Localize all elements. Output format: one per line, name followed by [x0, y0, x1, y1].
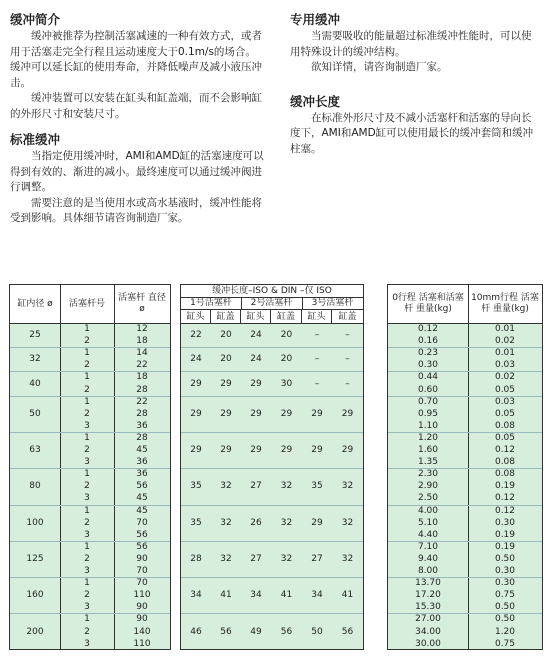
rod-no-cell: 1	[84, 348, 90, 359]
section-title: 缓冲简介	[10, 12, 61, 27]
group-divider	[181, 371, 363, 372]
group-divider	[181, 613, 363, 614]
cushion-length-cell: 20	[220, 354, 232, 365]
cushion-length-cell: 29	[220, 408, 232, 419]
cushion-length-cell: 32	[341, 481, 354, 492]
sub-header-cell: 缸盖	[332, 309, 363, 323]
rod-no-cell: 3	[84, 602, 90, 613]
cushion-length-cell: 28	[190, 553, 202, 564]
header-rod-2: 2号活塞杆	[241, 297, 303, 309]
header-bore: 缸内径 ø	[10, 285, 61, 323]
header-cushion-length: 缓冲长度–ISO & DIN –仅 ISO	[181, 285, 363, 298]
rod-no-cell: 2	[84, 384, 90, 395]
weight-0-cell: 17.20	[415, 590, 441, 601]
sub-header-cell: 缸头	[241, 309, 271, 323]
weight-10-cell: 0.12	[494, 493, 516, 504]
group-divider	[181, 396, 363, 397]
weight-0-cell: 2.30	[417, 469, 439, 480]
rod-no-cell: 3	[84, 638, 90, 649]
bore-cell: 25	[29, 330, 41, 341]
cushion-length-cell: 20	[280, 354, 293, 365]
weight-10-cell: 0.19	[494, 529, 516, 540]
cushion-length-cell: –	[314, 378, 320, 389]
header-rod-1: 1号活塞杆	[181, 297, 242, 309]
cushion-length-cell: 35	[311, 481, 323, 492]
cushion-length-cell: 24	[250, 330, 262, 341]
cushion-length-cell: 49	[250, 626, 262, 637]
paragraph: 当需要吸收的能量超过标准缓冲性能时，可以使用特殊设计的缓冲结构。	[290, 30, 532, 58]
bore-cell: 100	[26, 517, 44, 528]
rod-no-cell: 2	[84, 360, 90, 371]
rod-dia-cell: 110	[133, 590, 151, 601]
weight-0-cell: 0.23	[417, 348, 439, 359]
weight-0-cell: 34.00	[415, 626, 441, 637]
sub-header-cell: 缸头	[181, 309, 211, 323]
cushion-length-cell: 29	[280, 408, 293, 419]
cushion-length-cell: 29	[341, 408, 354, 419]
right-text-column	[290, 10, 540, 165]
weight-0-cell: 8.00	[417, 566, 439, 576]
cushion-length-cell: –	[345, 330, 350, 341]
rod-dia-cell: 22	[136, 396, 148, 407]
rod-no-cell: 1	[84, 541, 90, 552]
table-header	[10, 285, 170, 324]
cushion-length-cell: 20	[220, 330, 232, 341]
section-special-cushion	[290, 10, 540, 76]
cushion-length-cell: 35	[190, 517, 202, 528]
weight-10-cell: 0.50	[494, 602, 516, 613]
section-standard-cushion	[10, 130, 265, 227]
weight-10-cell: 0.01	[494, 348, 516, 359]
rod-dia-cell: 36	[136, 420, 148, 431]
group-divider	[181, 577, 363, 578]
weight-10-cell: 0.30	[494, 517, 516, 528]
cushion-length-cell: 41	[220, 590, 232, 601]
weight-10-cell: 0.01	[494, 324, 516, 334]
rod-no-cell: 2	[84, 408, 90, 419]
section-title: 标准缓冲	[10, 132, 61, 147]
rod-dia-cell: 45	[136, 445, 148, 455]
cushion-length-cell: 29	[250, 445, 262, 456]
section-title: 缓冲长度	[290, 93, 341, 109]
weight-10-cell: 0.30	[494, 578, 516, 589]
rod-dia-cell: 110	[133, 638, 151, 649]
cushion-length-cell: 29	[311, 517, 323, 528]
weight-0-cell: 0.16	[417, 336, 439, 347]
cushion-length-cell: 29	[190, 445, 202, 456]
cushion-length-cell: 29	[311, 445, 323, 456]
cushion-length-cell: 34	[311, 590, 323, 601]
cushion-length-cell: 29	[190, 378, 202, 389]
cushion-length-cell: –	[345, 378, 350, 389]
paragraph: 缓冲装置可以安装在缸头和缸盖端，而不会影响缸的外形尺寸和安装尺寸。	[10, 92, 262, 120]
rod-no-cell: 2	[84, 626, 90, 637]
weight-0-cell: 0.60	[417, 384, 439, 395]
weight-0-cell: 0.12	[417, 324, 439, 334]
header-weight-0: 0行程 活塞和活塞杆 重量(kg)	[388, 285, 469, 323]
weight-10-cell: 0.03	[494, 360, 516, 371]
weight-10-cell: 0.19	[494, 541, 516, 552]
bore-cell: 160	[26, 590, 44, 601]
table-header	[388, 285, 542, 324]
rod-dia-cell: 70	[136, 517, 148, 528]
rod-dia-cell: 18	[136, 336, 148, 347]
rod-no-cell: 3	[84, 457, 90, 468]
weight-0-cell: 0.44	[417, 372, 439, 383]
weight-10-cell: 1.20	[494, 626, 516, 637]
cushion-length-cell: 34	[190, 590, 202, 601]
cushion-length-cell: 32	[220, 553, 232, 564]
cushion-length-cell: 24	[190, 354, 202, 365]
weight-10-cell: 0.08	[494, 469, 516, 480]
header-rod-3: 3号活塞杆	[311, 298, 354, 308]
cushion-length-cell: 32	[341, 517, 354, 528]
weight-10-cell: 0.12	[494, 505, 516, 516]
cushion-length-cell: 26	[250, 517, 262, 528]
cushion-length-cell: 32	[220, 517, 232, 528]
weight-0-cell: 1.35	[417, 457, 439, 468]
weight-0-cell: 0.30	[417, 360, 439, 371]
bore-cell: 40	[29, 378, 41, 389]
rod-no-cell: 2	[84, 445, 90, 455]
weight-10-cell: 0.08	[494, 420, 516, 431]
rod-dia-cell: 12	[136, 324, 148, 334]
weight-0-cell: 27.00	[415, 614, 441, 625]
weight-0-cell: 2.90	[417, 481, 439, 492]
cushion-length-cell: 27	[311, 553, 323, 564]
weight-0-cell: 1.60	[417, 445, 439, 455]
bore-rod-table	[9, 284, 171, 650]
rod-dia-cell: 56	[136, 481, 148, 492]
weight-0-cell: 1.20	[417, 432, 439, 443]
weight-0-cell: 4.00	[417, 505, 439, 516]
rod-no-cell: 1	[84, 578, 90, 589]
weight-0-cell: 5.10	[417, 517, 439, 528]
rod-no-cell: 2	[84, 336, 90, 347]
cushion-length-cell: 29	[280, 445, 293, 456]
weight-0-cell: 9.40	[417, 553, 439, 564]
weight-10-cell: 0.05	[494, 408, 516, 419]
rod-dia-cell: 28	[136, 408, 148, 419]
rod-no-cell: 3	[84, 420, 90, 431]
rod-no-cell: 2	[84, 590, 90, 601]
group-divider	[181, 468, 363, 469]
group-divider	[181, 541, 363, 542]
cushion-length-cell: 32	[280, 517, 293, 528]
rod-dia-cell: 90	[136, 553, 148, 564]
rod-dia-cell: 22	[136, 360, 148, 371]
rod-dia-cell: 56	[136, 529, 148, 540]
rod-dia-cell: 14	[136, 348, 148, 359]
cushion-length-table	[180, 284, 364, 650]
header-rod-dia: 活塞杆 直径 ø	[118, 293, 166, 314]
cushion-length-cell: 32	[341, 553, 354, 564]
weight-0-cell: 4.40	[417, 529, 439, 540]
weight-10-cell: 0.19	[494, 481, 516, 492]
group-divider	[181, 432, 363, 433]
weight-10-cell: 0.02	[494, 336, 516, 347]
rod-dia-cell: 90	[136, 614, 148, 625]
weight-0-cell: 2.50	[417, 493, 439, 504]
bore-cell: 125	[26, 553, 44, 564]
cushion-length-cell: 32	[220, 481, 232, 492]
cushion-length-cell: 35	[190, 481, 202, 492]
cushion-length-cell: 27	[250, 481, 262, 492]
cushion-length-cell: 56	[220, 626, 232, 637]
rod-no-cell: 1	[84, 469, 90, 480]
section-title: 专用缓冲	[290, 12, 341, 27]
section-cushion-intro	[10, 10, 265, 122]
rod-no-cell: 1	[84, 372, 90, 383]
weight-10-cell: 0.50	[494, 553, 516, 564]
paragraph: 欲知详情，请咨询制造厂家。	[311, 61, 448, 73]
rod-no-cell: 1	[84, 505, 90, 516]
rod-dia-cell: 56	[136, 541, 148, 552]
weight-0-cell: 15.30	[415, 602, 441, 613]
weight-10-cell: 0.12	[494, 445, 516, 455]
weight-10-cell: 0.02	[494, 372, 516, 383]
left-text-column	[10, 10, 265, 235]
rod-dia-cell: 45	[136, 505, 148, 516]
weight-10-cell: 0.50	[494, 614, 516, 625]
bore-cell: 200	[26, 626, 44, 637]
rod-no-cell: 3	[84, 529, 90, 540]
header-weight-10: 10mm行程 活塞杆 重量(kg)	[471, 293, 539, 314]
weight-10-cell: 0.75	[494, 638, 516, 649]
weight-0-cell: 0.95	[417, 408, 439, 419]
cushion-length-cell: –	[314, 330, 320, 341]
sub-header-cell: 缸盖	[211, 309, 241, 323]
weight-0-cell: 7.10	[417, 541, 439, 552]
weight-0-cell: 1.10	[417, 420, 439, 431]
cushion-length-cell: 34	[250, 590, 262, 601]
weight-0-cell: 30.00	[415, 638, 441, 649]
cushion-length-cell: 50	[311, 626, 323, 637]
cushion-length-cell: 41	[341, 590, 354, 601]
rod-dia-cell: 28	[136, 384, 148, 395]
rod-dia-cell: 70	[136, 578, 148, 589]
cushion-length-cell: 29	[341, 445, 354, 456]
cushion-length-cell: –	[314, 354, 320, 365]
cushion-length-cell: 29	[250, 408, 262, 419]
cushion-length-cell: 27	[250, 553, 262, 564]
rod-dia-cell: 28	[136, 432, 148, 443]
weight-0-cell: 0.70	[417, 396, 439, 407]
rod-dia-cell: 90	[136, 602, 148, 613]
rod-no-cell: 1	[84, 324, 90, 334]
rod-no-cell: 1	[84, 614, 90, 625]
bore-cell: 80	[29, 481, 41, 492]
cushion-length-cell: 20	[280, 330, 293, 341]
cushion-length-cell: 32	[280, 481, 293, 492]
rod-no-cell: 1	[84, 396, 90, 407]
cushion-length-cell: 56	[341, 626, 354, 637]
paragraph: 需要注意的是当使用水或高水基液时，缓冲性能将受到影响。具体细节请咨询制造厂家。	[10, 196, 262, 224]
rod-dia-cell: 70	[136, 566, 148, 576]
weight-0-cell: 13.70	[415, 578, 441, 589]
cushion-length-cell: 29	[220, 378, 232, 389]
sub-header-cell: 缸头	[302, 309, 332, 323]
cushion-length-cell: 29	[250, 378, 262, 389]
group-divider	[181, 347, 363, 348]
rod-dia-cell: 140	[133, 626, 151, 637]
rod-dia-cell: 18	[136, 372, 148, 383]
rod-no-cell: 1	[84, 432, 90, 443]
rod-no-cell: 3	[84, 566, 90, 576]
table-header	[181, 285, 363, 324]
bore-cell: 63	[29, 445, 41, 456]
group-divider	[181, 505, 363, 506]
rod-dia-cell: 45	[136, 493, 148, 504]
rod-no-cell: 2	[84, 517, 90, 528]
cushion-length-cell: 46	[190, 626, 202, 637]
cushion-length-cell: 30	[280, 378, 293, 389]
cushion-length-cell: 24	[250, 354, 262, 365]
weight-10-cell: 0.05	[494, 384, 516, 395]
weight-10-cell: 0.75	[494, 590, 516, 601]
bore-cell: 32	[29, 354, 41, 365]
cushion-length-cell: 29	[311, 408, 323, 419]
paragraph: 缓冲被推荐为控制活塞减速的一种有效方式，或者用于活塞走完全行程且运动速度大于0.1m/s的场合。缓冲可以延长缸的使用寿命，并降低噪声及减小液压冲击。	[10, 30, 262, 89]
cushion-length-cell: 56	[280, 626, 293, 637]
bore-cell: 50	[29, 408, 41, 419]
paragraph: 在标准外形尺寸及不减小活塞杆和活塞的导向长度下，AMI和AMD缸可以使用最长的缓冲套筒和缓冲柱塞。	[290, 111, 534, 155]
section-cushion-length	[290, 92, 540, 158]
cushion-length-cell: 29	[190, 408, 202, 419]
cushion-length-cell: 29	[220, 445, 232, 456]
cushion-length-cell: 32	[280, 553, 293, 564]
rod-no-cell: 2	[84, 553, 90, 564]
header-rod-no: 活塞杆号	[60, 285, 115, 323]
cushion-length-cell: –	[345, 354, 350, 365]
rod-no-cell: 3	[84, 493, 90, 504]
sub-header-cell: 缸盖	[271, 309, 302, 323]
weight-10-cell: 0.30	[494, 566, 516, 576]
weight-10-cell: 0.05	[494, 432, 516, 443]
weight-10-cell: 0.08	[494, 457, 516, 468]
rod-dia-cell: 36	[136, 469, 148, 480]
weight-table	[387, 284, 543, 650]
weight-10-cell: 0.03	[494, 396, 516, 407]
cushion-length-cell: 22	[190, 330, 202, 341]
rod-dia-cell: 36	[136, 457, 148, 468]
rod-no-cell: 2	[84, 481, 90, 492]
cushion-length-cell: 41	[280, 590, 293, 601]
paragraph: 当指定使用缓冲时，AMI和AMD缸的活塞速度可以得到有效的、渐进的减小。最终速度可以通过缓冲阀进行调整。	[10, 150, 264, 193]
